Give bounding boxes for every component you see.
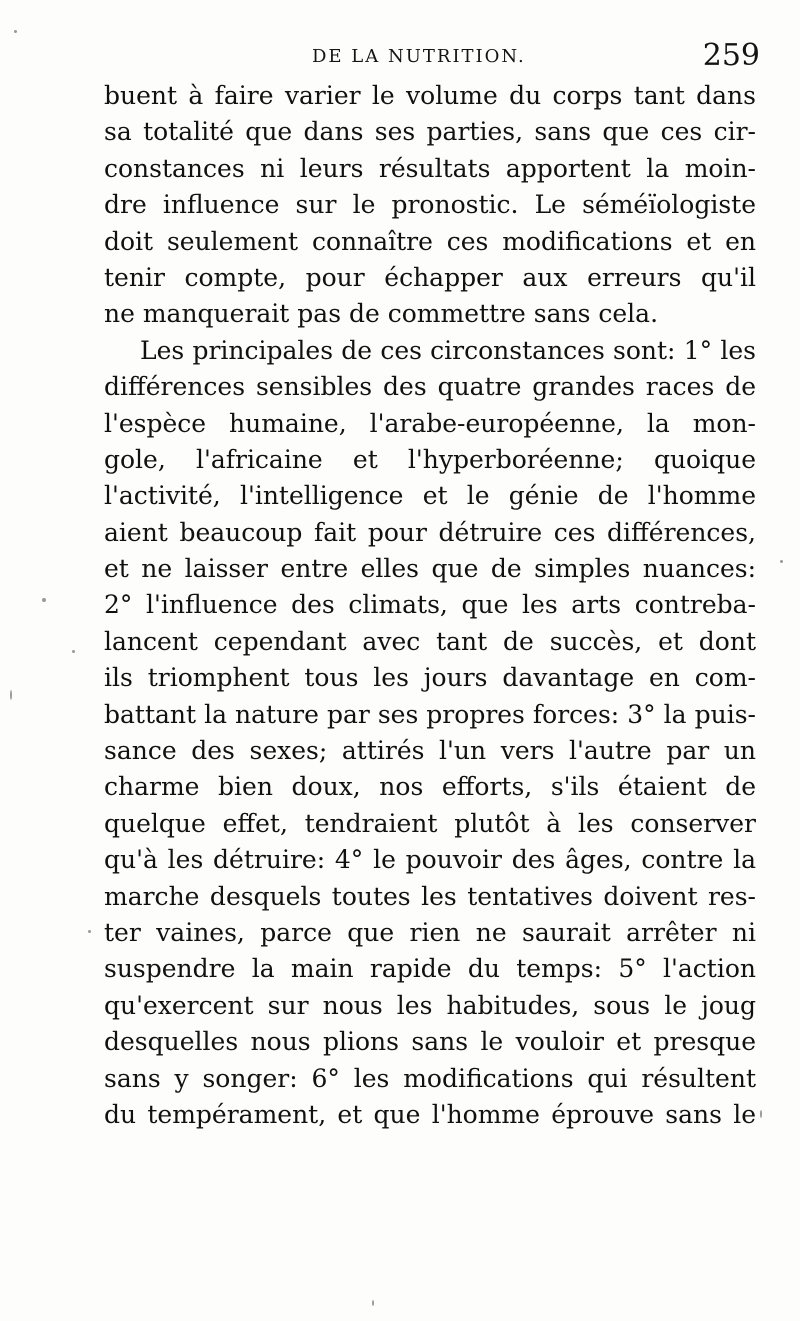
paper-speck: [14, 30, 17, 33]
text-line: charme bien doux, nos efforts, s'ils étaient de: [104, 772, 756, 802]
text-line: dre influence sur le pronostic. Le séméïologiste: [104, 190, 756, 220]
text-line: aient beaucoup fait pour détruire ces différences,: [104, 517, 756, 547]
text-line: du tempérament, et que l'homme éprouve sans le: [104, 1099, 756, 1129]
paper-speck: [760, 1110, 762, 1118]
text-line: 2° l'influence des climats, que les arts contreba-: [104, 590, 756, 620]
body-text: [104, 78, 756, 1133]
text-line: lancent cependant avec tant de succès, et dont: [104, 626, 756, 656]
text-line: constances ni leurs résultats apportent la moin-: [104, 153, 756, 183]
text-line: tenir compte, pour échapper aux erreurs qu'il: [104, 262, 756, 292]
text-line: ter vaines, parce que rien ne saurait arrêter ni: [104, 917, 756, 947]
paper-speck: [72, 650, 75, 653]
text-line: battant la nature par ses propres forces: 3° la puis-: [104, 699, 756, 729]
text-line: doit seulement connaître ces modifications et en: [104, 226, 756, 256]
text-line: sans y songer: 6° les modifications qui résultent: [104, 1063, 756, 1093]
text-line: suspendre la main rapide du temps: 5° l'action: [104, 954, 756, 984]
text-line: sance des sexes; attirés l'un vers l'autre par un: [104, 736, 756, 766]
page-header: [100, 38, 760, 82]
running-title: DE LA NUTRITION.: [312, 46, 526, 67]
text-line: l'activité, l'intelligence et le génie de l'homme: [104, 481, 756, 511]
text-line: marche desquels toutes les tentatives doivent res-: [104, 881, 756, 911]
text-line: buent à faire varier le volume du corps tant dans: [104, 81, 756, 110]
paper-speck: [42, 598, 46, 602]
text-line: ne manquerait pas de commettre sans cela.: [104, 299, 659, 329]
text-line: Les principales de ces circonstances sont: 1° les: [140, 335, 756, 365]
paper-speck: [780, 560, 783, 563]
text-line: gole, l'africaine et l'hyperboréenne; quoique: [104, 444, 756, 474]
text-line: qu'exercent sur nous les habitudes, sous le joug: [104, 990, 756, 1020]
paper-speck: [372, 1300, 374, 1306]
text-line: sa totalité que dans ses parties, sans que ces cir-: [104, 117, 756, 147]
paper-speck: [88, 930, 91, 933]
text-line: et ne laisser entre elles que de simples nuances:: [104, 554, 756, 584]
text-line: desquelles nous plions sans le vouloir et presque: [104, 1027, 756, 1057]
text-line: qu'à les détruire: 4° le pouvoir des âges, contre la: [104, 845, 756, 875]
paper-speck: [10, 690, 12, 700]
text-line: l'espèce humaine, l'arabe-européenne, la mon-: [104, 408, 756, 438]
page-number: 259: [702, 38, 760, 73]
text-line: ils triomphent tous les jours davantage en com-: [104, 663, 756, 693]
text-line: quelque effet, tendraient plutôt à les conserver: [104, 808, 756, 838]
text-line: différences sensibles des quatre grandes races de: [104, 372, 756, 402]
